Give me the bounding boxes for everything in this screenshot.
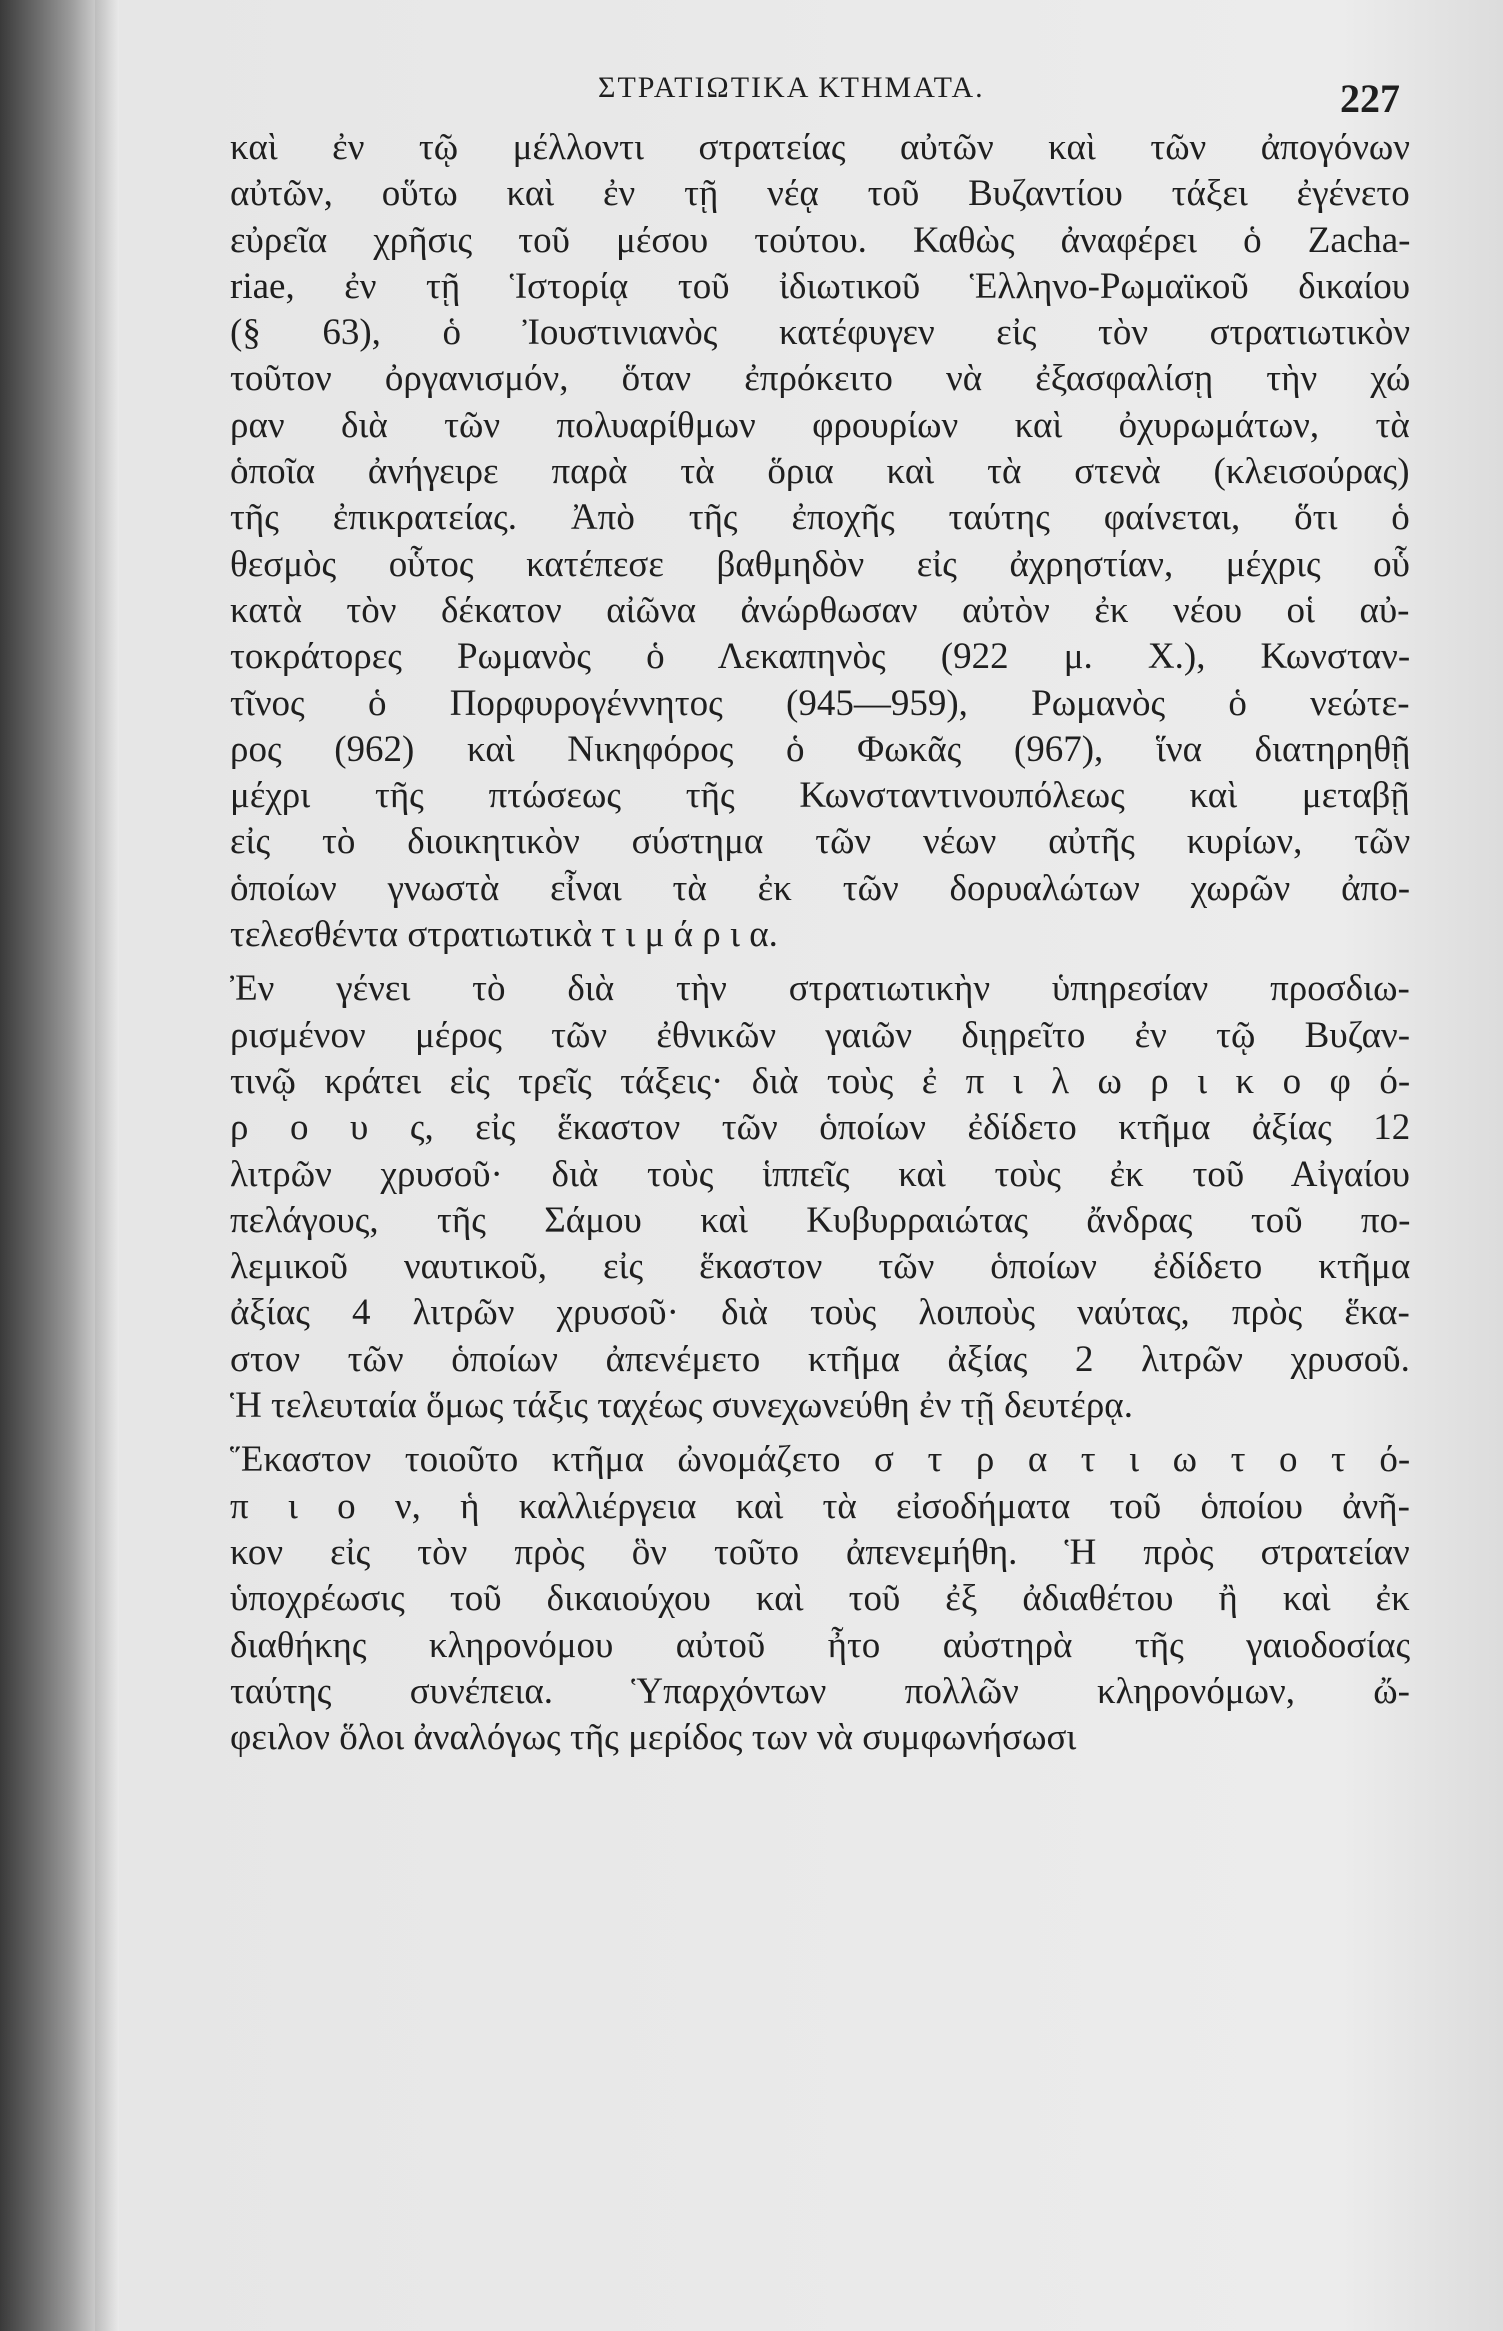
text-line: ὑποχρέωσις τοῦ δικαιούχου καὶ τοῦ ἐξ ἀδιαθέτου ἢ καὶ ἐκ <box>230 1578 1410 1620</box>
text-line: ὁποίων γνωστὰ εἶναι τὰ ἐκ τῶν δορυαλώτων χωρῶν ἀπο- <box>230 867 1410 909</box>
text-line: καὶ ἐν τῷ μέλλοντι στρατείας αὐτῶν καὶ τῶν ἀπογόνων <box>230 127 1410 168</box>
text-line: κον εἰς τὸν πρὸς ὃν τοῦτο ἀπενεμήθη. Ἡ πρὸς στρατείαν <box>230 1531 1410 1573</box>
running-head: ΣΤΡΑΤΙΩΤΙΚΑ ΚΤΗΜΑΤΑ. <box>598 71 985 104</box>
text-line: τινῷ κράτει εἰς τρεῖς τάξεις· διὰ τοὺς ἐ π ι λ ω ρ ι κ ο φ ό- <box>230 1060 1410 1102</box>
text-line: ἀξίας 4 λιτρῶν χρυσοῦ· διὰ τοὺς λοιποὺς ναύτας, πρὸς ἕκα- <box>230 1292 1410 1334</box>
book-spine <box>95 0 119 2331</box>
text-line: τοῦτον ὀργανισμόν, ὅταν ἐπρόκειτο νὰ ἐξασφαλίσῃ τὴν χώ <box>230 358 1410 400</box>
text-line: στον τῶν ὁποίων ἀπενέμετο κτῆμα ἀξίας 2 λιτρῶν χρυσοῦ. <box>230 1338 1410 1380</box>
page-number: 227 <box>1340 76 1400 121</box>
text-line: τελεσθέντα στρατιωτικὰ τ ι μ ά ρ ι α. <box>230 914 778 956</box>
text-line: τῆς ἐπικρατείας. Ἀπὸ τῆς ἐποχῆς ταύτης φαίνεται, ὅτι ὁ <box>230 497 1410 539</box>
paragraph-2 <box>230 966 1410 1429</box>
text-line: π ι ο ν, ἡ καλλιέργεια καὶ τὰ εἰσοδήματα τοῦ ὁποίου ἀνῆ- <box>230 1485 1410 1527</box>
text-line: τῖνος ὁ Πορφυρογέννητος (945—959), Ρωμανὸς ὁ νεώτε- <box>230 682 1410 724</box>
text-line: ὁποῖα ἀνήγειρε παρὰ τὰ ὅρια καὶ τὰ στενὰ (κλεισούρας) <box>230 451 1410 493</box>
text-line: εἰς τὸ διοικητικὸν σύστημα τῶν νέων αὐτῆς κυρίων, τῶν <box>230 821 1410 863</box>
text-line: (§ 63), ὁ Ἰουστινιανὸς κατέφυγεν εἰς τὸν στρατιωτικὸν <box>230 312 1410 354</box>
text-line: Ἡ τελευταία ὅμως τάξις ταχέως συνεχωνεύθη ἐν τῇ δευτέρᾳ. <box>230 1385 1133 1427</box>
paragraph-1 <box>230 125 1410 958</box>
text-line: ραν διὰ τῶν πολυαρίθμων φρουρίων καὶ ὀχυρωμάτων, τὰ <box>230 404 1410 446</box>
text-line: διαθήκης κληρονόμου αὐτοῦ ἦτο αὐστηρὰ τῆς γαιοδοσίας <box>230 1624 1410 1666</box>
text-line: πελάγους, τῆς Σάμου καὶ Κυβυρραιώτας ἄνδρας τοῦ πο- <box>230 1199 1410 1241</box>
text-line: φειλον ὅλοι ἀναλόγως τῆς μερίδος των νὰ συμφωνήσωσι <box>230 1717 1077 1759</box>
text-line: μέχρι τῆς πτώσεως τῆς Κωνσταντινουπόλεως καὶ μεταβῇ <box>230 775 1410 817</box>
text-line: riae, ἐν τῇ Ἱστορίᾳ τοῦ ἰδιωτικοῦ Ἑλληνο-Ρωμαϊκοῦ δικαίου <box>230 265 1410 307</box>
text-line: ρισμένον μέρος τῶν ἐθνικῶν γαιῶν διῃρεῖτο ἐν τῷ Βυζαν- <box>230 1014 1410 1056</box>
text-line: Ἕκαστον τοιοῦτο κτῆμα ὠνομάζετο σ τ ρ α τ ι ω τ ο τ ό- <box>230 1439 1410 1481</box>
paragraph-3 <box>230 1437 1410 1761</box>
text-line: εὐρεῖα χρῆσις τοῦ μέσου τούτου. Καθὼς ἀναφέρει ὁ Zacha- <box>230 219 1410 261</box>
text-line: λιτρῶν χρυσοῦ· διὰ τοὺς ἱππεῖς καὶ τοὺς ἐκ τοῦ Αἰγαίου <box>230 1153 1410 1195</box>
text-line: αὐτῶν, οὕτω καὶ ἐν τῇ νέᾳ τοῦ Βυζαντίου τάξει ἐγένετο <box>230 173 1410 215</box>
text-line: θεσμὸς οὗτος κατέπεσε βαθμηδὸν εἰς ἀχρηστίαν, μέχρις οὗ <box>230 543 1410 585</box>
text-line: κατὰ τὸν δέκατον αἰῶνα ἀνώρθωσαν αὐτὸν ἐκ νέου οἱ αὐ- <box>230 589 1410 631</box>
body-text <box>230 125 1410 1761</box>
text-line: Ἐν γένει τὸ διὰ τὴν στρατιωτικὴν ὑπηρεσίαν προσδιω- <box>230 968 1410 1010</box>
text-line: ρος (962) καὶ Νικηφόρος ὁ Φωκᾶς (967), ἵνα διατηρηθῇ <box>230 728 1410 770</box>
text-line: ταύτης συνέπεια. Ὑπαρχόντων πολλῶν κληρονόμων, ὤ- <box>230 1670 1410 1712</box>
text-line: τοκράτορες Ρωμανὸς ὁ Λεκαπηνὸς (922 μ. Χ.), Κωνσταν- <box>230 636 1410 678</box>
text-line: λεμικοῦ ναυτικοῦ, εἰς ἕκαστον τῶν ὁποίων ἐδίδετο κτῆμα <box>230 1246 1410 1288</box>
text-line: ρ ο υ ς, εἰς ἕκαστον τῶν ὁποίων ἐδίδετο κτῆμα ἀξίας 12 <box>230 1107 1410 1149</box>
book-page <box>230 55 1410 2295</box>
page-header <box>230 55 1410 125</box>
